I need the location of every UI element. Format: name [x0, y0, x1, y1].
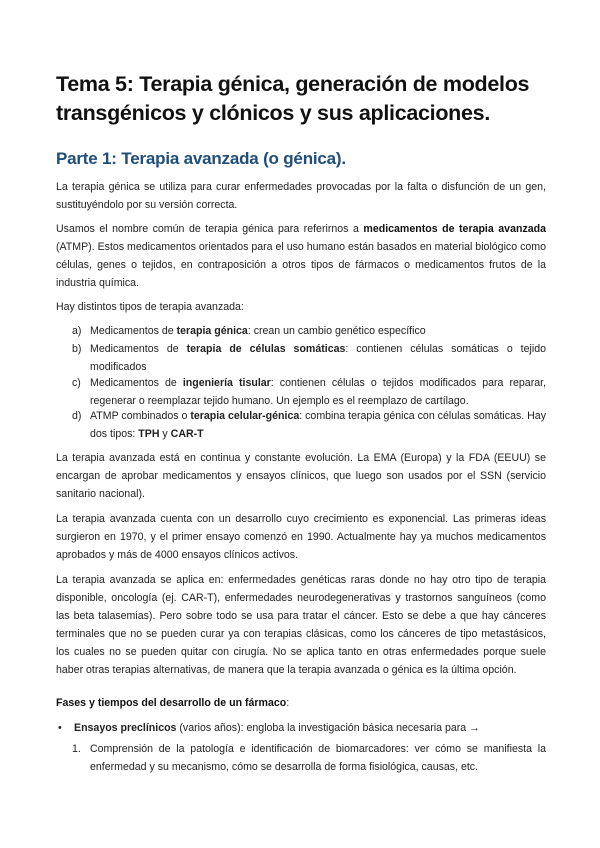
list-marker: a): [72, 325, 82, 337]
paragraph-growth: La terapia avanzada cuenta con un desarrollo cuyo crecimiento es exponencial. Las primeras ideas surgieron en 1970, y el primer ensayo comenzó en 1990. Actualmente hay ya muchos medicamentos aprobados y más de 4000 ensayos clínicos activos.: [56, 513, 546, 561]
list-marker: c): [72, 377, 81, 389]
numbered-item: [72, 740, 546, 776]
bold-term: terapia génica: [176, 325, 248, 337]
document-title: Tema 5: Terapia génica, generación de modelos transgénicos y clónicos y sus aplicaciones.: [56, 72, 530, 125]
phases-heading: [56, 694, 546, 712]
section-heading: Parte 1: Terapia avanzada (o génica).: [56, 149, 346, 168]
text-span: :: [286, 697, 290, 709]
paragraph-applications: La terapia avanzada se aplica en: enfermedades genéticas raras donde no hay otro tipo de terapia disponible, oncología (ej. CAR-T), enfermedades neurodegenerativas y trastornos sanguíneos (como las beta talasemias). Pero sobre todo se usa para tratar el cáncer. Esto se debe a que hay cánceres terminales que no se pueden curar ya con terapias clásicas, como los cánceres de tipo metastásicos, los cuales no se pueden quitar con cirugía. No se aplica tanto en otras enfermedades porque suele haber otras terapias alternativas, de manera que la terapia avanzada o génica es la última opción.: [56, 574, 546, 676]
bold-term: TPH: [138, 428, 160, 440]
text-span: : combina terapia génica con células somáticas. Hay dos tipos:: [90, 410, 546, 440]
list-item: [72, 374, 546, 410]
bold-term: CAR-T: [170, 428, 204, 440]
list-marker: b): [72, 343, 82, 355]
text-span: Comprensión de la patología e identificación de biomarcadores: ver cómo se manifiesta la enfermedad y su mecanismo, cómo se desarrolla de forma fisiológica, causas, etc.: [90, 743, 546, 773]
text-span: ATMP combinados o: [90, 410, 191, 422]
bold-term: medicamentos de terapia avanzada: [363, 223, 546, 235]
bold-heading: Fases y tiempos del desarrollo de un fármaco: [56, 697, 287, 709]
list-marker: 1.: [72, 743, 81, 755]
bold-term: terapia celular-génica: [190, 410, 300, 422]
text-span: (ATMP). Estos medicamentos orientados para el uso humano están basados en material biológico como células, genes o tejidos, en contraposición a otros tipos de fármacos o medicamentos frutos de la industria química.: [56, 241, 546, 289]
text-span: y: [159, 428, 171, 440]
bold-term: Ensayos preclínicos: [74, 722, 177, 734]
bold-term: ingeniería tisular: [182, 377, 271, 389]
paragraph-intro: La terapia génica se utiliza para curar enfermedades provocadas por la falta o disfunción de un gen, sustituyéndolo por su versión correcta.: [56, 181, 546, 211]
bold-term: terapia de células somáticas: [186, 343, 346, 355]
text-span: Medicamentos de: [90, 343, 187, 355]
list-marker: d): [72, 410, 82, 422]
list-item: [72, 340, 547, 376]
text-span: : contienen células somáticas o tejido modificados: [90, 343, 547, 373]
bullet-item: [58, 719, 546, 737]
text-span: Medicamentos de: [90, 325, 177, 337]
text-span: (varios años): engloba la investigación básica necesaria para →: [176, 722, 480, 734]
paragraph-types-intro: Hay distintos tipos de terapia avanzada:: [56, 301, 244, 313]
text-span: : contienen células o tejidos modificados para reparar, regenerar o reemplazar tejido humano. Un ejemplo es el reemplazo de cartílago.: [90, 377, 546, 407]
list-item: [72, 407, 546, 443]
text-span: : crean un cambio genético específico: [247, 325, 426, 337]
bullet-icon: •: [58, 722, 62, 734]
list-item: [72, 322, 546, 340]
text-span: Medicamentos de: [90, 377, 183, 389]
text-span: Usamos el nombre común de terapia génica para referirnos a: [56, 223, 364, 235]
paragraph-atmp: [56, 220, 546, 292]
paragraph-evolution: La terapia avanzada está en continua y constante evolución. La EMA (Europa) y la FDA (EEUU) se encargan de aprobar medicamentos y ensayos clínicos, que luego son usados por el SSN (servicio sanitario nacional).: [56, 452, 546, 500]
